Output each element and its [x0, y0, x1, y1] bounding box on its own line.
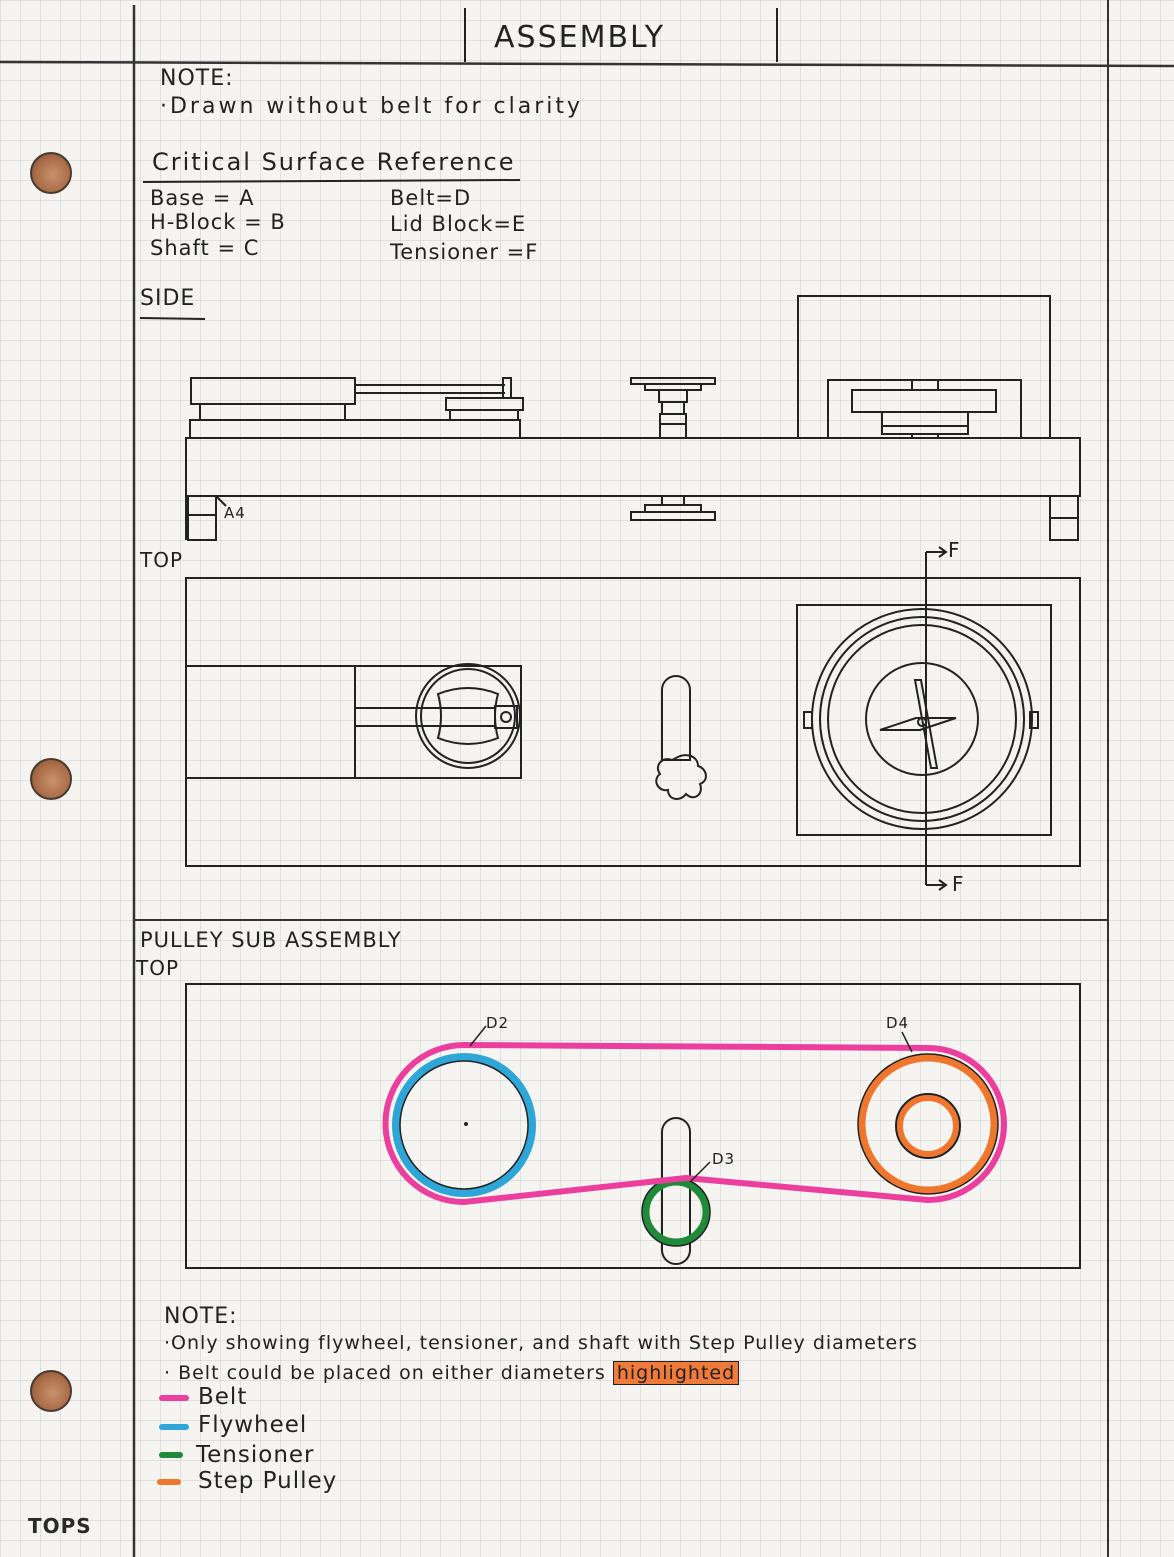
callout-d2: D2 — [486, 1014, 510, 1032]
highlighted-word: highlighted — [613, 1361, 739, 1385]
tensioner-ring — [646, 1182, 706, 1242]
legend-label-tensioner: Tensioner — [196, 1442, 315, 1468]
step-pulley-outer — [862, 1058, 994, 1190]
brand-logo: TOPS — [28, 1514, 92, 1538]
top-view-label: TOP — [140, 548, 184, 572]
belt-path — [386, 1045, 1005, 1202]
reference-base: Base = A — [150, 186, 255, 210]
section-label-top: F — [948, 538, 961, 562]
flywheel-ring — [396, 1057, 532, 1193]
reference-tensioner: Tensioner =F — [390, 240, 539, 264]
pulley-top-label: TOP — [136, 956, 180, 980]
reference-h-block: H-Block = B — [150, 210, 286, 234]
pulley-section-heading: PULLEY SUB ASSEMBLY — [140, 928, 402, 952]
page-title: ASSEMBLY — [494, 20, 666, 55]
pulley-assembly — [386, 1026, 1005, 1246]
reference-lid-block: Lid Block=E — [390, 212, 527, 236]
reference-heading: Critical Surface Reference — [152, 148, 516, 176]
callout-a4: A4 — [224, 504, 246, 522]
step-pulley-inner — [900, 1098, 956, 1154]
top-view-drawing — [186, 547, 1080, 890]
section-label-bottom: F — [952, 872, 965, 896]
note-bottom-line2-text: · Belt could be placed on either diameters — [164, 1362, 606, 1384]
side-view-drawing — [186, 296, 1080, 540]
legend-label-flywheel: Flywheel — [198, 1412, 308, 1438]
reference-shaft: Shaft = C — [150, 236, 260, 260]
side-view-label: SIDE — [140, 286, 196, 311]
legend-label-step-pulley: Step Pulley — [198, 1468, 338, 1494]
legend-swatches — [160, 1398, 186, 1482]
note-bottom-line2 — [164, 1362, 739, 1384]
note-bottom-line1: ·Only showing flywheel, tensioner, and shaft with Step Pulley diameters — [164, 1332, 918, 1354]
note-top-line1: ·Drawn without belt for clarity — [160, 94, 584, 119]
note-top-heading: NOTE: — [160, 66, 234, 91]
legend-label-belt: Belt — [198, 1384, 248, 1410]
callout-d3: D3 — [712, 1150, 736, 1168]
reference-belt: Belt=D — [390, 186, 472, 210]
callout-d4: D4 — [886, 1014, 910, 1032]
note-bottom-heading: NOTE: — [164, 1304, 238, 1329]
